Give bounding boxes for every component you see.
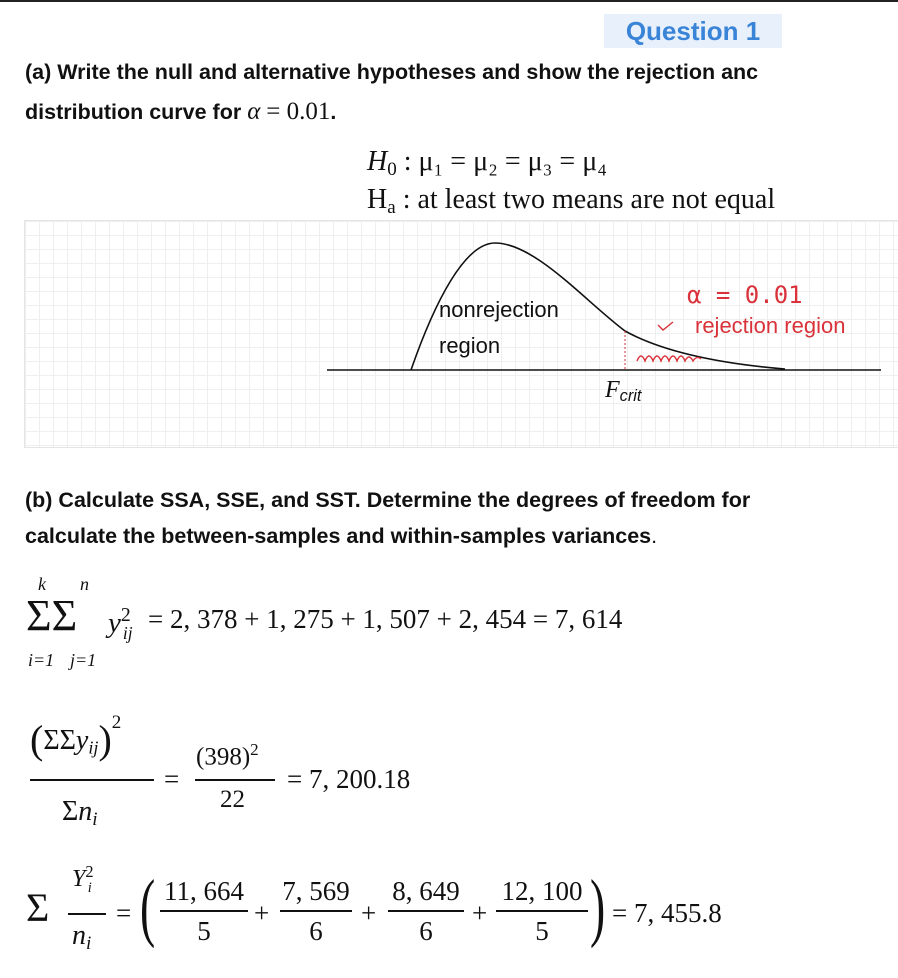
fraction-bar-lhs3 [68, 913, 106, 915]
treatment-totals-result: = 7, 455.8 [612, 898, 722, 928]
term-4-den: 5 [535, 915, 549, 946]
sum-of-squares-result: = 2, 378 + 1, 275 + 1, 507 + 2, 454 = 7, 614 [148, 604, 623, 634]
sum-upper-k: k [38, 574, 46, 594]
term-3-den: 6 [419, 915, 433, 946]
rejection-region-label: rejection region [695, 313, 846, 338]
part-a-line2-suffix: . [330, 100, 337, 124]
sum-lower-j: j=1 [70, 650, 97, 670]
total-squared-numerator: $(\Sigma\Sigma yij)^2$ [30, 712, 122, 762]
correction-term-result: = 7, 200.18 [287, 764, 411, 794]
term-3 [388, 876, 464, 947]
plus-3: + [472, 898, 488, 928]
fcrit-label: $F_{crit}$ [605, 377, 642, 406]
equals-sign-2: = [164, 764, 180, 794]
plus-1: + [254, 898, 270, 928]
mid-numerator: $(398)^2$ [196, 740, 259, 771]
sigma-3: Σ [26, 885, 50, 930]
sum-n-denominator: $\Sigma n_i$ [62, 796, 98, 830]
null-hypothesis: $H_0$ : μ₁ = μ₂ = μ₃ = μ₄ [367, 146, 607, 180]
f-distribution-sketch [24, 220, 898, 448]
term-1 [160, 876, 248, 947]
top-rule [0, 0, 898, 2]
term-1-num: 11, 664 [164, 876, 244, 906]
left-paren-3: ( [140, 865, 156, 949]
pointer-mark [658, 322, 673, 330]
fraction-bar-mid2 [195, 779, 275, 781]
alpha-value: = 0.01 [266, 98, 331, 125]
nonrejection-label-1: nonrejection [439, 297, 559, 322]
sum-upper-n: n [80, 574, 89, 594]
term-1-den: 5 [197, 915, 211, 946]
n-i-denominator: $n_i$ [72, 920, 92, 954]
fraction-bar-lhs2 [30, 779, 154, 781]
term-4 [496, 876, 588, 947]
question-badge: Question 1 [604, 14, 782, 48]
alternative-hypothesis: $H_a$ : at least two means are not equal [367, 184, 776, 218]
term-2 [280, 876, 352, 947]
alpha-symbol: α [247, 98, 261, 125]
sum-lower-i: i=1 [28, 650, 55, 670]
nonrejection-label-2: region [439, 333, 501, 358]
alpha-note: α = 0.01 [687, 281, 803, 309]
part-a-line2-prefix: distribution curve for [25, 100, 248, 124]
rejection-shading [637, 356, 701, 361]
term-3-num: 8, 649 [392, 876, 460, 906]
y-squared-ij: $y^2_{ij}$ [108, 604, 133, 643]
plus-2: + [361, 898, 377, 928]
part-a-heading-line2 [25, 98, 336, 126]
equals-sign-3: = [116, 898, 132, 928]
part-b-heading-line2: calculate the between-samples and within-samples variances. [25, 524, 658, 548]
part-b-heading-line1: (b) Calculate SSA, SSE, and SST. Determine the degrees of freedom for [25, 488, 751, 512]
mid-denominator: 22 [220, 786, 245, 813]
right-paren-3: ) [590, 865, 606, 949]
term-2-num: 7, 569 [282, 876, 350, 906]
part-a-heading-line1: (a) Write the null and alternative hypotheses and show the rejection anc [25, 60, 759, 84]
y-i-squared: $Y^2_i$ [72, 862, 94, 896]
double-sigma: ΣΣ [26, 591, 78, 640]
term-2-den: 6 [309, 915, 323, 946]
term-4-num: 12, 100 [501, 876, 583, 906]
